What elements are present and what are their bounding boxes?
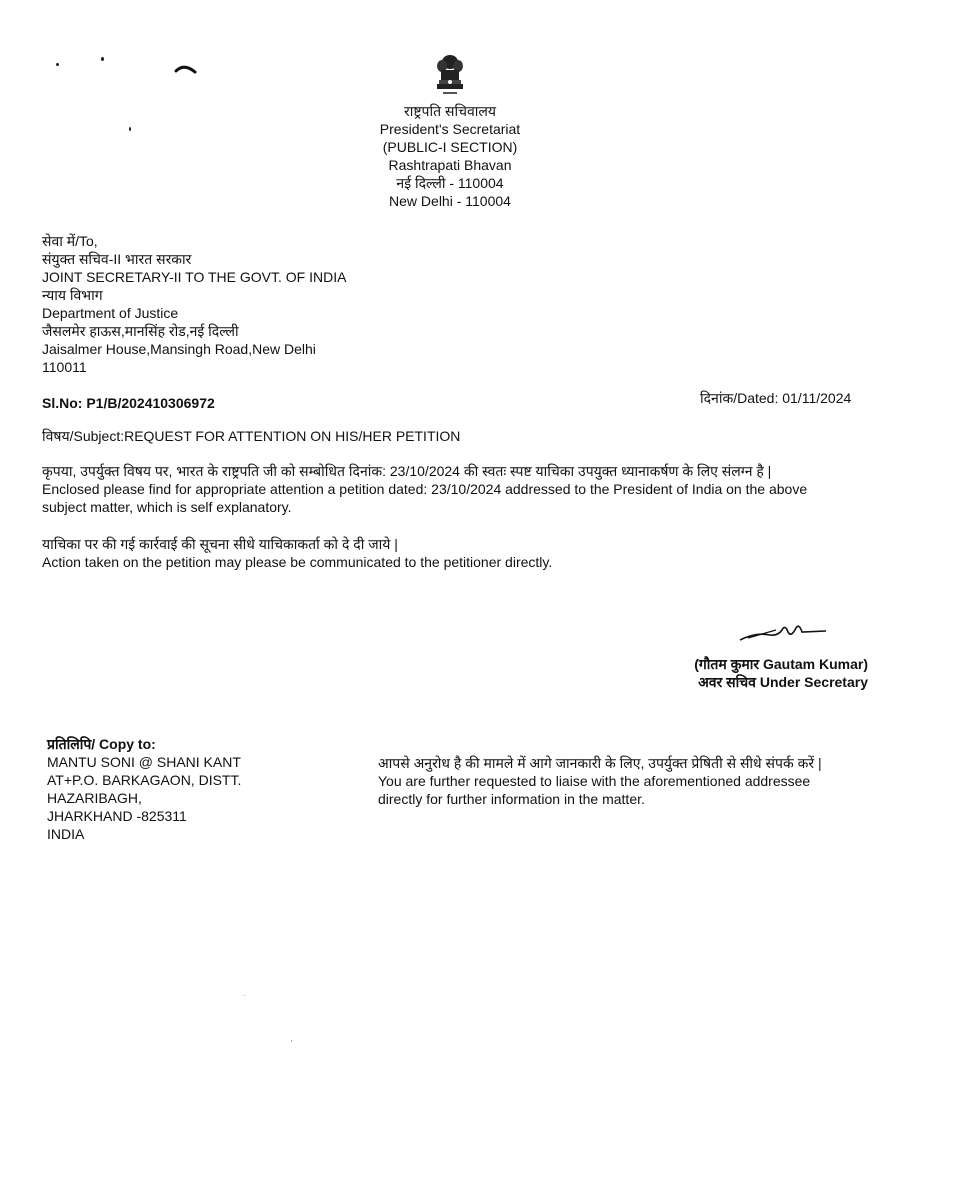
request-note [378,754,822,808]
header-line: राष्ट्रपति सचिवालय [404,103,496,119]
scan-speck [291,1040,292,1042]
signatory-name: (गौतम कुमार Gautam Kumar) [694,656,868,672]
copy-to-line: HAZARIBAGH, [47,790,142,806]
signatory-designation: अवर सचिव Under Secretary [698,674,868,690]
scan-speck [129,127,131,131]
body-line: कृपया, उपर्युक्त विषय पर, भारत के राष्ट्रपति जी को सम्बोधित दिनांक: 23/10/2024 की स्वतः स्पष्ट याचिका उपयुक्त ध्यानाकर्षण के लिए संलग्न है | [42,463,772,479]
dated: दिनांक/Dated: 01/11/2024 [700,390,852,406]
scan-speck [101,57,104,61]
copy-to-line: INDIA [47,826,85,842]
recipient-line: न्याय विभाग [42,287,103,303]
recipient-line: JOINT SECRETARY-II TO THE GOVT. OF INDIA [42,269,347,285]
subject-line: विषय/Subject:REQUEST FOR ATTENTION ON HIS/HER PETITION [42,428,461,444]
state-emblem-icon [433,52,467,98]
serial-number: Sl.No: P1/B/202410306972 [42,395,215,411]
recipient-line: जैसलमेर हाऊस,मानसिंह रोड,नई दिल्ली [42,323,239,339]
recipient-line: Jaisalmer House,Mansingh Road,New Delhi [42,341,316,357]
request-line: आपसे अनुरोध है की मामले में आगे जानकारी के लिए, उपर्युक्त प्रेषिती से सीधे संपर्क करें | [378,755,822,771]
copy-to-line: AT+P.O. BARKAGAON, DISTT. [47,772,242,788]
scan-speck [56,63,59,66]
body-paragraph [42,462,807,516]
body-line: Action taken on the petition may please be communicated to the petitioner directly. [42,554,553,570]
header-line: President's Secretariat [379,121,521,137]
header-line: नई दिल्ली - 110004 [396,175,504,191]
letterhead [370,52,530,210]
header-line: Rashtrapati Bhavan [388,157,512,173]
header-line: (PUBLIC-I SECTION) [382,139,518,155]
request-line: You are further requested to liaise with the aforementioned addressee [378,773,811,789]
copy-to-line: MANTU SONI @ SHANI KANT [47,754,241,770]
scan-mark [174,63,198,75]
body-line: याचिका पर की गई कार्रवाई की सूचना सीधे याचिकाकर्ता को दे दी जाये | [42,536,398,552]
copy-to-block [47,735,241,843]
recipient-line: 110011 [42,359,87,375]
signatory [600,655,868,691]
recipient-line: Department of Justice [42,305,179,321]
scan-speck [244,995,245,996]
body-line: Enclosed please find for appropriate attention a petition dated: 23/10/2024 addressed to the President of India on the above [42,481,808,497]
request-line: directly for further information in the matter. [378,791,645,807]
body-paragraph [42,535,552,571]
header-line: New Delhi - 110004 [389,193,511,209]
copy-to-line: JHARKHAND -825311 [47,808,187,824]
body-line: subject matter, which is self explanatory. [42,499,292,515]
recipient-line: संयुक्त सचिव-II भारत सरकार [42,251,192,267]
recipient-address [42,232,346,376]
copy-to-heading: प्रतिलिपि/ Copy to: [47,736,156,752]
handwritten-signature-icon [736,618,828,644]
recipient-line: सेवा में/To, [42,233,98,249]
